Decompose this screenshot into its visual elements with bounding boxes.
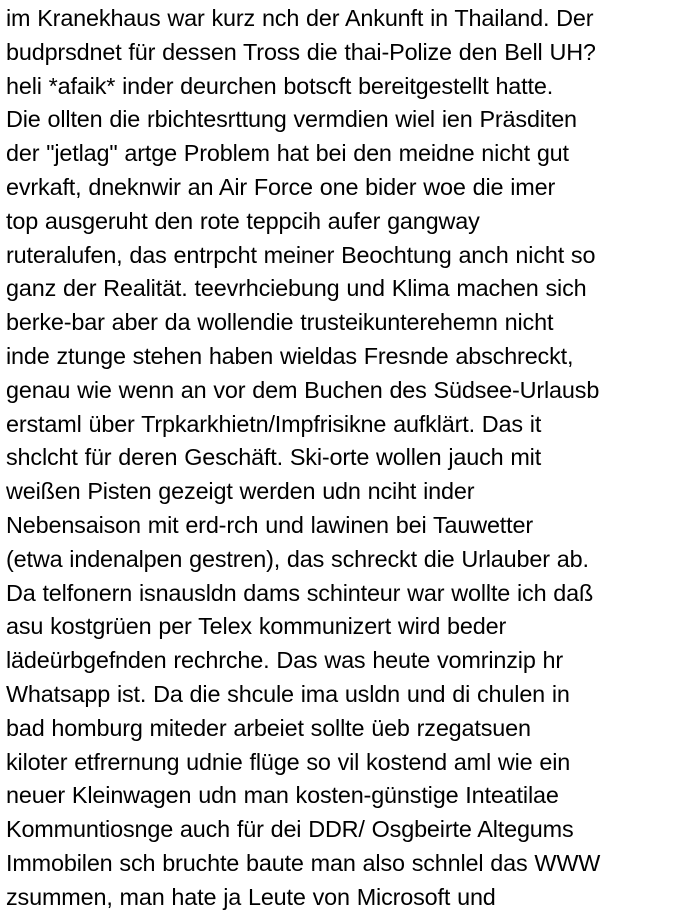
document-text-body bbox=[6, 2, 684, 915]
text-line-7: top ausgeruht den rote teppcih aufer gangway bbox=[6, 207, 480, 234]
text-line-16: Nebensaison mit erd-rch und lawinen bei Tauwetter bbox=[6, 511, 533, 538]
text-line-1: im Kranekhaus war kurz nch der Ankunft in Thailand. Der bbox=[6, 5, 594, 31]
text-line-8: ruteralufen, das entrpcht meiner Beochtung anch nicht so bbox=[6, 241, 596, 268]
text-line-21: Whatsapp ist. Da die shcule ima usldn und di chulen in bbox=[6, 680, 570, 707]
text-line-12: genau wie wenn an vor dem Buchen des Südsee-Urlausb bbox=[6, 376, 600, 403]
text-line-5: der "jetlag" artge Problem hat bei den meidne nicht gut bbox=[6, 140, 569, 167]
text-line-6: evrkaft, dneknwir an Air Force one bider woe die imer bbox=[6, 173, 556, 200]
text-line-23: kiloter etfrernung udnie flüge so vil kostend aml wie ein bbox=[6, 748, 571, 775]
text-line-3: heli *afaik* inder deurchen botscft bereitgestellt hatte. bbox=[6, 72, 554, 99]
text-line-22: bad homburg miteder arbeiet sollte üeb rzegatsuen bbox=[6, 714, 531, 741]
text-line-18: Da telfonern isnausldn dams schinteur war wollte ich daß bbox=[6, 579, 594, 606]
text-line-26: Immobilen sch bruchte baute man also schnlel das WWW bbox=[6, 849, 601, 876]
text-line-27: zsummen, man hate ja Leute von Microsoft und bbox=[6, 883, 496, 910]
text-line-9: ganz der Realität. teevrhciebung und Klima machen sich bbox=[6, 275, 587, 302]
text-line-24: neuer Kleinwagen udn man kosten-günstige Inteatilae bbox=[6, 782, 559, 809]
text-line-13: erstaml über Trpkarkhietn/Impfrisikne aufklärt. Das it bbox=[6, 410, 542, 437]
text-line-25: Kommuntiosnge auch für dei DDR/ Osgbeirte Altegums bbox=[6, 816, 574, 843]
text-line-19: asu kostgrüen per Telex kommunizert wird beder bbox=[6, 613, 507, 640]
text-line-17: (etwa indenalpen gestren), das schreckt die Urlauber ab. bbox=[6, 545, 589, 572]
text-line-15: weißen Pisten gezeigt werden udn nciht inder bbox=[6, 478, 475, 505]
text-line-2: budprsdnet für dessen Tross die thai-Polize den Bell UH? bbox=[6, 38, 596, 65]
text-line-20: lädeürbgefnden rechrche. Das was heute vomrinzip hr bbox=[6, 647, 564, 674]
text-line-10: berke-bar aber da wollendie trusteikunterehemn nicht bbox=[6, 309, 554, 336]
text-line-11: inde ztunge stehen haben wieldas Fresnde abschreckt, bbox=[6, 342, 574, 369]
text-line-4: Die ollten die rbichtesrttung vermdien wiel ien Präsditen bbox=[6, 106, 577, 133]
text-line-14: shclcht für deren Geschäft. Ski-orte wollen jauch mit bbox=[6, 444, 542, 471]
